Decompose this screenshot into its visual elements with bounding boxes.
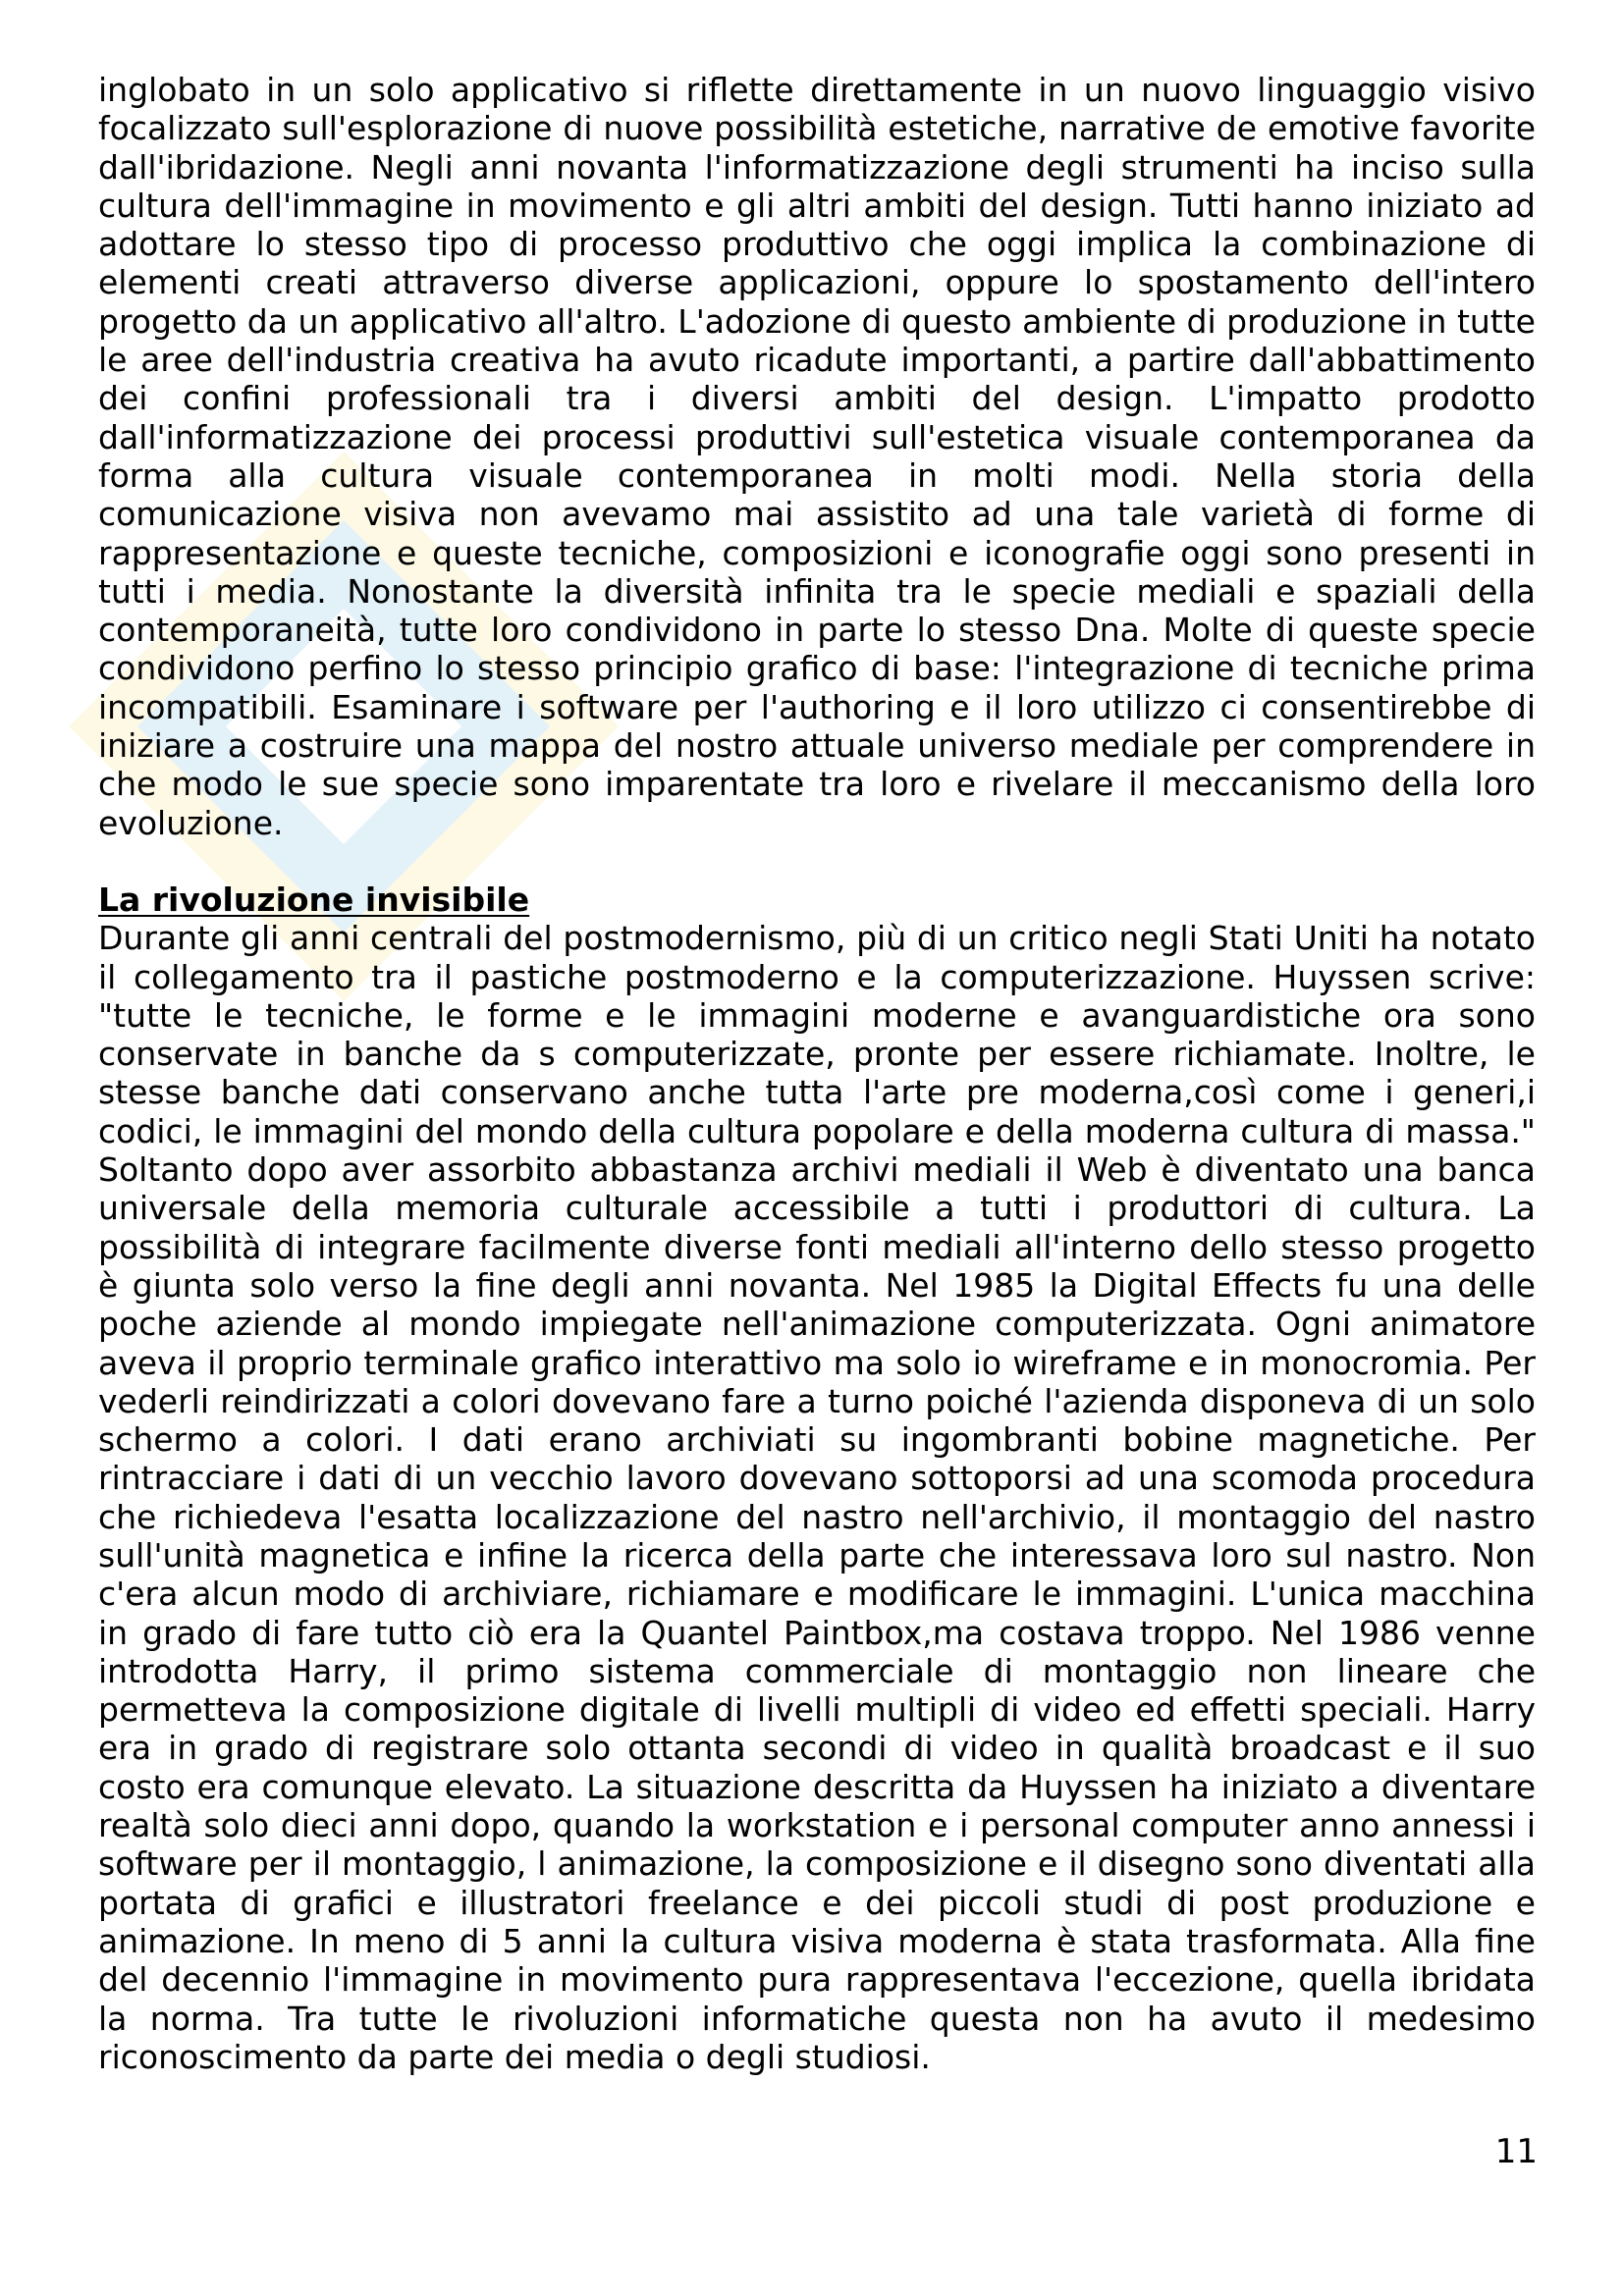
body-paragraph: inglobato in un solo applicativo si riflette direttamente in un nuovo linguaggio visivo focalizzato sull'esplorazione di nuove possibilità estetiche, narrative de emotive favorite dall'ibridazione. Negli anni novanta l'informatizzazione degli strumenti ha inciso sulla cultura dell'immagine in movimento e gli altri ambiti del design. Tutti hanno iniziato ad adottare lo stesso tipo di processo produttivo che oggi implica la combinazione di elementi creati attraverso diverse applicazioni, oppure lo spostamento dell'intero progetto da un applicativo all'altro. L'adozione di questo ambiente di produzione in tutte le aree dell'industria creativa ha avuto ricadute importanti, a partire dall'abbattimento dei confini professionali tra i diversi ambiti del design. L'impatto prodotto dall'informatizzazione dei processi produttivi sull'estetica visuale contemporanea da forma alla cultura visuale contemporanea in molti modi. Nella storia della comunicazione visiva non avevamo mai assistito ad una tale varietà di forme di rappresentazione e queste tecniche, composizioni e iconografie oggi sono presenti in tutti i media. Nonostante la diversità infinita tra le specie mediali e spaziali della contemporaneità, tutte loro condividono in parte lo stesso Dna. Molte di queste specie condividono perfino lo stesso principio grafico di base: l'integrazione di tecniche prima incompatibili. Esaminare i software per l'authoring e il loro utilizzo ci consentirebbe di iniziare a costruire una mappa del nostro attuale universo mediale per comprendere in che modo le sue specie sono imparentate tra loro e rivelare il meccanismo della loro evoluzione. <box>98 71 1536 842</box>
section-heading: La rivoluzione invisibile <box>98 880 530 919</box>
document-page <box>98 71 1536 2076</box>
page-number: 11 <box>1494 2132 1538 2171</box>
body-paragraph: Durante gli anni centrali del postmodernismo, più di un critico negli Stati Uniti ha notato il collegamento tra il pastiche postmoderno e la computerizzazione. Huyssen scrive: "tutte le tecniche, le forme e le immagini moderne e avanguardistiche ora sono conservate in banche da s computerizzate, pronte per essere richiamate. Inoltre, le stesse banche dati conservano anche tutta l'arte pre moderna,così come i generi,i codici, le immagini del mondo della cultura popolare e della moderna cultura di massa." Soltanto dopo aver assorbito abbastanza archivi mediali il Web è diventato una banca universale della memoria culturale accessibile a tutti i produttori di cultura. La possibilità di integrare facilmente diverse fonti mediali all'interno dello stesso progetto è giunta solo verso la fine degli anni novanta. Nel 1985 la Digital Effects fu una delle poche aziende al mondo impiegate nell'animazione computerizzata. Ogni animatore aveva il proprio terminale grafico interattivo ma solo io wireframe e in monocromia. Per vederli reindirizzati a colori dovevano fare a turno poiché l'azienda disponeva di un solo schermo a colori. I dati erano archiviati su ingombranti bobine magnetiche. Per rintracciare i dati di un vecchio lavoro dovevano sottoporsi ad una scomoda procedura che richiedeva l'esatta localizzazione del nastro nell'archivio, il montaggio del nastro sull'unità magnetica e infine la ricerca della parte che interessava loro sul nastro. Non c'era alcun modo di archiviare, richiamare e modificare le immagini. L'unica macchina in grado di fare tutto ciò era la Quantel Paintbox,ma costava troppo. Nel 1986 venne introdotta Harry, il primo sistema commerciale di montaggio non lineare che permetteva la composizione digitale di livelli multipli di video ed effetti speciali. Harry era in grado di registrare solo ottanta secondi di video in qualità broadcast e il suo costo era comunque elevato. La situazione descritta da Huyssen ha iniziato a diventare realtà solo dieci anni dopo, quando la workstation e i personal computer anno annessi i software per il montaggio, l animazione, la composizione e il disegno sono diventati alla portata di grafici e illustratori freelance e dei piccoli studi di post produzione e animazione. In meno di 5 anni la cultura visiva moderna è stata trasformata. Alla fine del decennio l'immagine in movimento pura rappresentava l'eccezione, quella ibridata la norma. Tra tutte le rivoluzioni informatiche questa non ha avuto il medesimo riconoscimento da parte dei media o degli studiosi. <box>98 919 1536 2076</box>
